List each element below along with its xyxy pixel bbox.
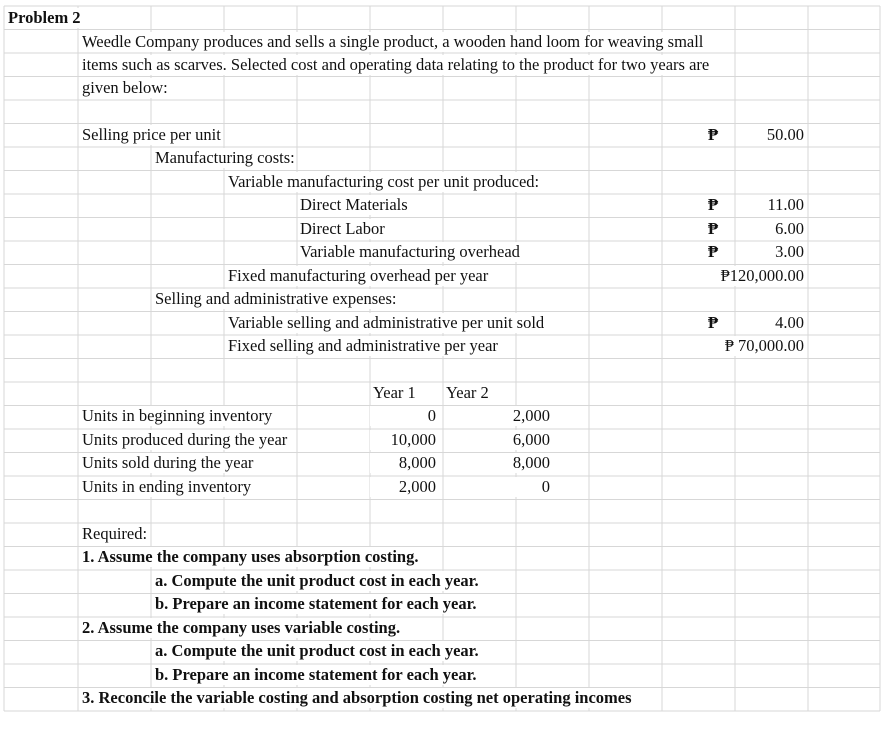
intro-line-1: Weedle Company produces and sells a single product, a wooden hand loom for weaving small <box>82 32 704 51</box>
table-row-label: Units sold during the year <box>82 453 254 472</box>
year-1-header: Year 1 <box>373 383 416 402</box>
table-cell-year2: 0 <box>480 477 550 497</box>
table-cell-year1: 8,000 <box>370 453 436 473</box>
table-cell-year2: 6,000 <box>480 430 550 450</box>
variable-overhead-label: Variable manufacturing overhead <box>300 242 520 261</box>
question-1b: b. Prepare an income statement for each year. <box>155 594 477 613</box>
question-3: 3. Reconcile the variable costing and absorption costing net operating incomes <box>82 688 632 707</box>
table-row-label: Units produced during the year <box>82 430 288 449</box>
selling-price-value: 50.00 <box>740 125 804 145</box>
table-cell-year1: 10,000 <box>370 430 436 450</box>
selling-price-label: Selling price per unit <box>82 125 221 144</box>
question-2: 2. Assume the company uses variable costing. <box>82 618 401 637</box>
variable-mfg-label: Variable manufacturing cost per unit produced: <box>228 172 540 191</box>
table-cell-year1: 2,000 <box>370 477 436 497</box>
question-2a: a. Compute the unit product cost in each year. <box>155 641 479 660</box>
variable-sa-value: 4.00 <box>740 313 804 333</box>
table-cell-year2: 2,000 <box>480 406 550 426</box>
peso-symbol-direct-materials: ₱ <box>708 195 719 214</box>
manufacturing-costs-label: Manufacturing costs: <box>155 148 295 167</box>
variable-sa-label: Variable selling and administrative per unit sold <box>228 313 545 332</box>
problem-title: Problem 2 <box>8 8 81 27</box>
question-2b: b. Prepare an income statement for each year. <box>155 665 477 684</box>
required-label: Required: <box>82 524 148 543</box>
table-cell-year1: 0 <box>370 406 436 426</box>
direct-materials-value: 11.00 <box>740 195 804 215</box>
peso-symbol-selling-price: ₱ <box>708 125 719 144</box>
peso-symbol-variable-sa: ₱ <box>708 313 719 332</box>
direct-materials-label: Direct Materials <box>300 195 408 214</box>
table-row-label: Units in ending inventory <box>82 477 252 496</box>
fixed-sa-label: Fixed selling and administrative per year <box>228 336 498 355</box>
fixed-overhead-value: ₱120,000.00 <box>700 266 804 286</box>
variable-overhead-value: 3.00 <box>740 242 804 262</box>
intro-line-2: items such as scarves. Selected cost and operating data relating to the product for two years are <box>82 55 710 74</box>
peso-symbol-direct-labor: ₱ <box>708 219 719 238</box>
year-2-header: Year 2 <box>446 383 489 402</box>
table-cell-year2: 8,000 <box>480 453 550 473</box>
direct-labor-value: 6.00 <box>740 219 804 239</box>
question-1: 1. Assume the company uses absorption costing. <box>82 547 419 566</box>
fixed-overhead-label: Fixed manufacturing overhead per year <box>228 266 489 285</box>
intro-line-3: given below: <box>82 78 168 97</box>
direct-labor-label: Direct Labor <box>300 219 385 238</box>
fixed-sa-value: ₱ 70,000.00 <box>700 336 804 356</box>
peso-symbol-variable-overhead: ₱ <box>708 242 719 261</box>
selling-admin-label: Selling and administrative expenses: <box>155 289 397 308</box>
question-1a: a. Compute the unit product cost in each year. <box>155 571 479 590</box>
table-row-label: Units in beginning inventory <box>82 406 273 425</box>
